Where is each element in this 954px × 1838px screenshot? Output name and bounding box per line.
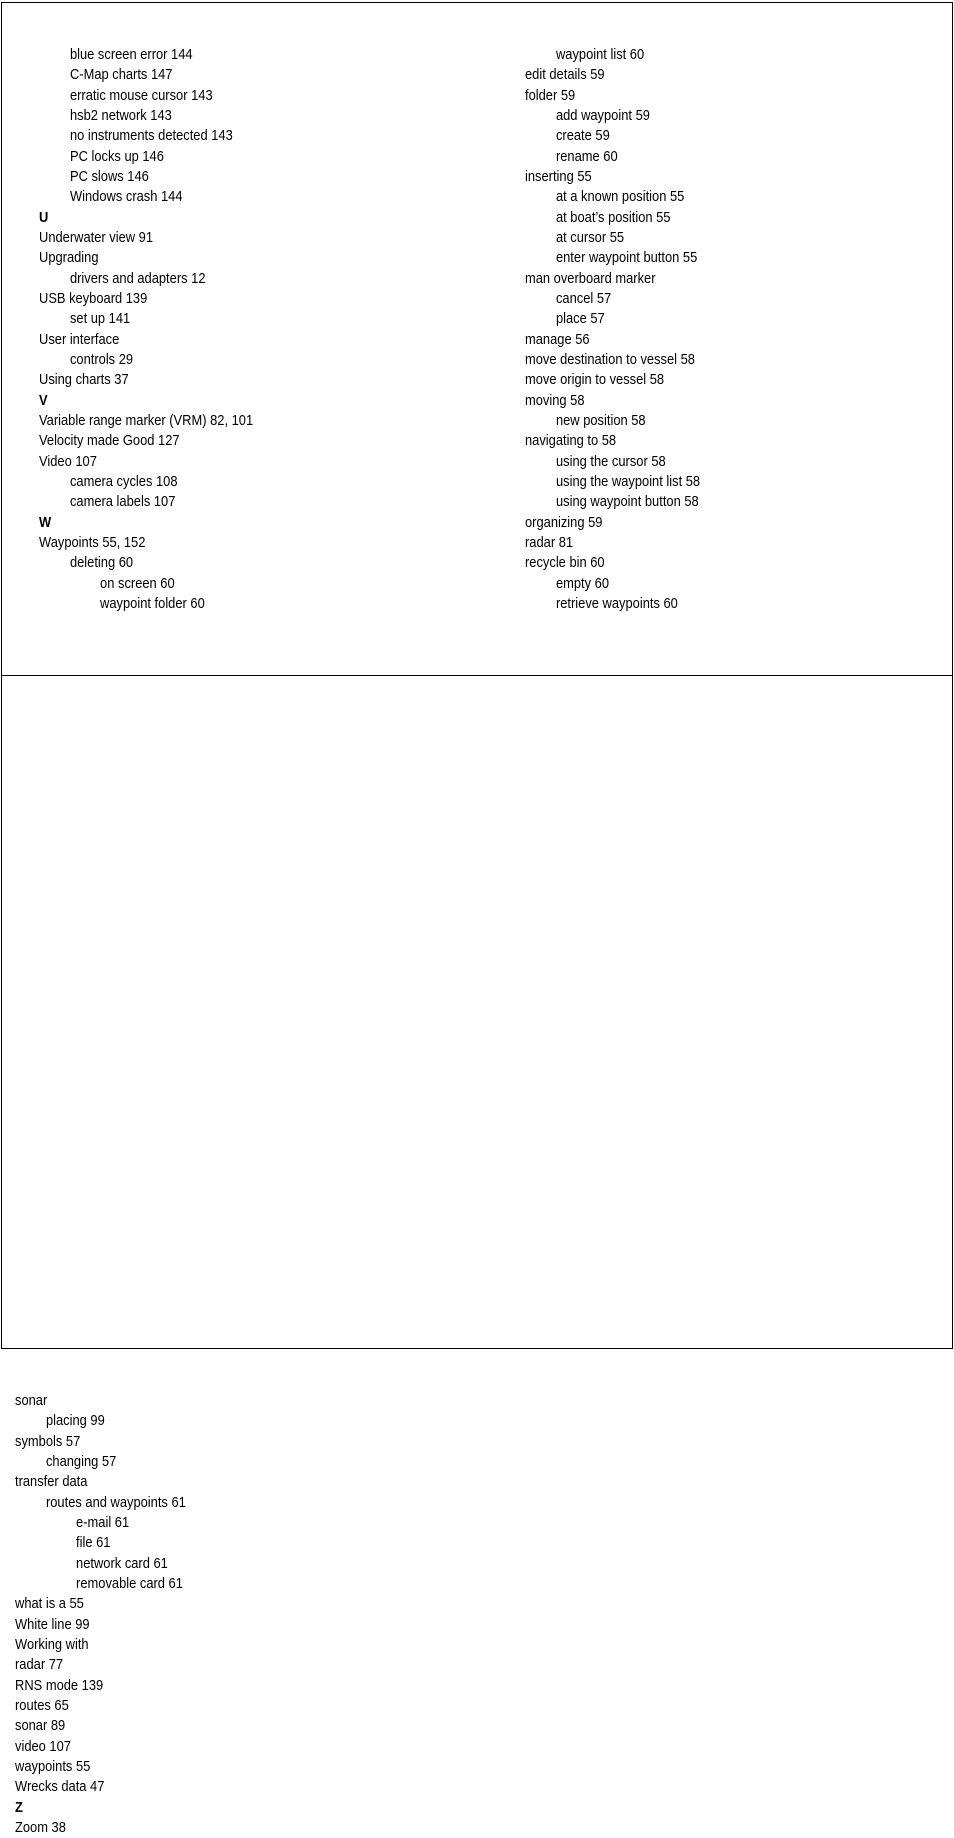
- index-entry: enter waypoint button 55: [555, 249, 698, 267]
- index-entry: Velocity made Good 127: [39, 432, 180, 450]
- index-entry: e-mail 61: [76, 1513, 130, 1531]
- index-entry: erratic mouse cursor 143: [69, 86, 213, 104]
- index-entry: Waypoints 55, 152: [39, 533, 146, 551]
- index-entry: camera labels 107: [69, 493, 176, 511]
- index-column-bottom: [15, 1391, 214, 1838]
- index-entry: RNS mode 139: [15, 1676, 104, 1694]
- index-entry: White line 99: [15, 1615, 90, 1633]
- index-page-top: [1, 2, 953, 676]
- index-letter-heading: Z: [15, 1798, 23, 1816]
- index-entry: move origin to vessel 58: [525, 371, 665, 389]
- index-entry: sonar: [15, 1392, 48, 1409]
- index-entry: sonar 89: [15, 1717, 66, 1735]
- index-entry: waypoints 55: [15, 1757, 91, 1775]
- index-entry: file 61: [76, 1534, 111, 1552]
- index-entry: changing 57: [45, 1452, 117, 1470]
- index-entry: man overboard marker: [525, 269, 656, 287]
- index-entry: camera cycles 108: [69, 472, 178, 490]
- index-entry: set up 141: [69, 310, 131, 328]
- index-entry: drivers and adapters 12: [69, 269, 206, 287]
- index-column-left: [39, 45, 288, 614]
- index-entry: controls 29: [69, 350, 134, 368]
- index-entry: symbols 57: [15, 1432, 81, 1450]
- index-entry: routes 65: [15, 1696, 69, 1714]
- index-entry: at a known position 55: [555, 188, 685, 206]
- index-letter-heading: U: [39, 208, 49, 226]
- index-entry: place 57: [555, 310, 605, 328]
- index-entry: waypoint list 60: [555, 46, 645, 63]
- index-entry: navigating to 58: [525, 432, 617, 450]
- index-entry: what is a 55: [15, 1595, 84, 1613]
- index-entry: Wrecks data 47: [15, 1778, 105, 1796]
- index-entry: edit details 59: [525, 66, 605, 84]
- index-entry: organizing 59: [525, 513, 603, 531]
- index-entry: USB keyboard 139: [39, 289, 148, 307]
- index-entry: folder 59: [525, 86, 576, 104]
- index-entry: routes and waypoints 61: [45, 1493, 186, 1511]
- index-entry: Video 107: [39, 452, 97, 470]
- index-entry: create 59: [555, 127, 610, 145]
- index-entry: new position 58: [555, 411, 646, 429]
- index-entry: video 107: [15, 1737, 71, 1755]
- index-entry: removable card 61: [76, 1574, 183, 1592]
- index-entry: retrieve waypoints 60: [555, 594, 678, 612]
- index-entry: transfer data: [15, 1473, 88, 1491]
- index-entry: empty 60: [555, 574, 610, 592]
- index-entry: Working with: [15, 1635, 89, 1653]
- index-entry: Underwater view 91: [39, 228, 154, 246]
- index-entry: waypoint folder 60: [100, 594, 205, 612]
- index-entry: hsb2 network 143: [69, 106, 172, 124]
- index-entry: on screen 60: [100, 574, 175, 592]
- index-entry: Upgrading: [39, 249, 99, 267]
- index-entry: placing 99: [45, 1412, 105, 1430]
- index-entry: network card 61: [76, 1554, 168, 1572]
- index-entry: PC slows 146: [69, 167, 149, 185]
- index-entry: using the cursor 58: [555, 452, 666, 470]
- index-entry: Using charts 37: [39, 371, 129, 389]
- index-entry: blue screen error 144: [69, 46, 193, 63]
- index-entry: moving 58: [525, 391, 585, 409]
- index-page-bottom: [1, 675, 953, 1836]
- index-entry: deleting 60: [69, 554, 134, 572]
- index-entry: Zoom 38: [15, 1818, 66, 1836]
- index-entry: radar 77: [15, 1656, 64, 1674]
- index-entry: User interface: [39, 330, 120, 348]
- index-entry: at boat’s position 55: [555, 208, 671, 226]
- index-entry: at cursor 55: [555, 228, 625, 246]
- index-column-right: [525, 45, 729, 614]
- index-entry: inserting 55: [525, 167, 592, 185]
- index-letter-heading: W: [39, 513, 52, 531]
- index-entry: move destination to vessel 58: [525, 350, 695, 368]
- index-entry: rename 60: [555, 147, 618, 165]
- index-entry: recycle bin 60: [525, 554, 605, 572]
- index-entry: Variable range marker (VRM) 82, 101: [39, 411, 254, 429]
- index-entry: C-Map charts 147: [69, 66, 173, 84]
- index-entry: no instruments detected 143: [69, 127, 233, 145]
- index-entry: using the waypoint list 58: [555, 472, 701, 490]
- index-entry: using waypoint button 58: [555, 493, 699, 511]
- index-entry: manage 56: [525, 330, 590, 348]
- index-entry: PC locks up 146: [69, 147, 164, 165]
- index-entry: Windows crash 144: [69, 188, 183, 206]
- index-entry: radar 81: [525, 533, 574, 551]
- index-entry: cancel 57: [555, 289, 612, 307]
- index-entry: add waypoint 59: [555, 106, 650, 124]
- index-letter-heading: V: [39, 391, 48, 409]
